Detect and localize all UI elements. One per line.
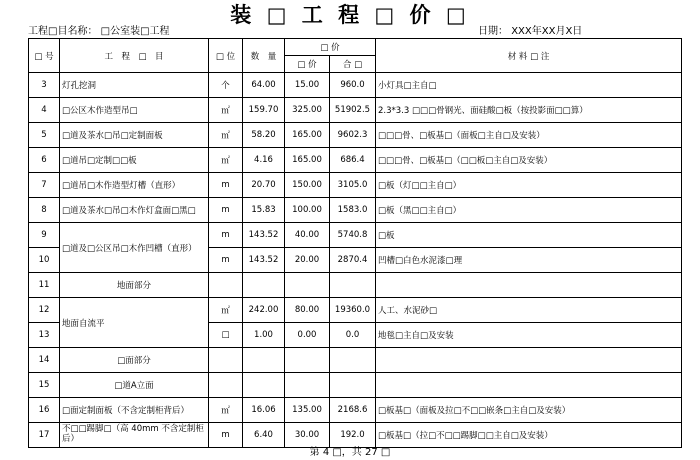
cell-seq: 17: [29, 423, 60, 448]
cell-seq: 5: [29, 123, 60, 148]
cell-unit: m: [209, 223, 243, 248]
cell-qty: [243, 273, 285, 298]
cell-price: 325.00: [285, 98, 330, 123]
cell-qty: 242.00: [243, 298, 285, 323]
cell-seq: 13: [29, 323, 60, 348]
cell-remark: 2.3*3.3 □□□骨钢光、面硅酸□板（按投影面□□算）: [376, 98, 682, 123]
header-remarks: 材 料 □ 注: [376, 39, 682, 73]
cell-price: 40.00: [285, 223, 330, 248]
cell-qty: 16.06: [243, 398, 285, 423]
cell-unit: ㎡: [209, 98, 243, 123]
project-info: [28, 25, 170, 39]
cell-total: 686.4: [330, 148, 376, 173]
cell-seq: 6: [29, 148, 60, 173]
cell-remark: [376, 273, 682, 298]
cell-qty: [243, 348, 285, 373]
cell-qty: 15.83: [243, 198, 285, 223]
cell-qty: 143.52: [243, 223, 285, 248]
project-name: □公室装□工程: [100, 26, 170, 37]
table-row: [29, 123, 682, 148]
cell-remark: 人工、水泥砂□: [376, 298, 682, 323]
cell-item: □道及茶水□吊□木作灯盒面□黑□: [60, 198, 209, 223]
table-row: [29, 173, 682, 198]
date-label: 日期：: [478, 26, 508, 37]
cell-price: 165.00: [285, 148, 330, 173]
header-unit: □ 位: [209, 39, 243, 73]
header-qty: 数 量: [243, 39, 285, 73]
cell-qty: [243, 373, 285, 398]
cell-total: [330, 348, 376, 373]
cell-item: □面部分: [60, 348, 209, 373]
cell-seq: 15: [29, 373, 60, 398]
cell-unit: ㎡: [209, 398, 243, 423]
table-row: [29, 148, 682, 173]
cell-qty: 20.70: [243, 173, 285, 198]
cell-total: 1583.0: [330, 198, 376, 223]
cell-price: 30.00: [285, 423, 330, 448]
table-row: [29, 298, 682, 323]
header-item: 工 程 □ 目: [60, 39, 209, 73]
table-row: [29, 73, 682, 98]
cell-item: □道吊□定制□□板: [60, 148, 209, 173]
cell-unit: ㎡: [209, 148, 243, 173]
cell-price: 150.00: [285, 173, 330, 198]
cell-seq: 12: [29, 298, 60, 323]
cell-item: □面定制面板（不含定制柜背后）: [60, 398, 209, 423]
cell-seq: 14: [29, 348, 60, 373]
table-row: [29, 223, 682, 248]
table-row: [29, 373, 682, 398]
cell-total: 960.0: [330, 73, 376, 98]
cell-price: 15.00: [285, 73, 330, 98]
cell-unit: □: [209, 323, 243, 348]
cell-unit: m: [209, 248, 243, 273]
cell-remark: □板: [376, 223, 682, 248]
header-unit-price: □ 价: [285, 56, 330, 73]
table-row: [29, 98, 682, 123]
cell-unit: m: [209, 423, 243, 448]
cell-remark: 小灯具□主自□: [376, 73, 682, 98]
cell-qty: 6.40: [243, 423, 285, 448]
cell-total: 5740.8: [330, 223, 376, 248]
cell-total: 9602.3: [330, 123, 376, 148]
cell-unit: ㎡: [209, 123, 243, 148]
cell-total: 51902.5: [330, 98, 376, 123]
cell-unit: m: [209, 198, 243, 223]
cell-remark: 地毯□主自□及安装: [376, 323, 682, 348]
cell-price: [285, 348, 330, 373]
cell-item: □道A立面: [60, 373, 209, 398]
table-row: [29, 198, 682, 223]
cell-total: 2168.6: [330, 398, 376, 423]
cell-remark: [376, 348, 682, 373]
cell-qty: 64.00: [243, 73, 285, 98]
date-info: [478, 25, 582, 39]
cell-seq: 9: [29, 223, 60, 248]
cell-qty: 143.52: [243, 248, 285, 273]
cell-remark: □板（灯□□主自□）: [376, 173, 682, 198]
cell-total: 2870.4: [330, 248, 376, 273]
table-row: [29, 348, 682, 373]
table-row: [29, 398, 682, 423]
cell-total: 19360.0: [330, 298, 376, 323]
cell-item: □道及茶水□吊□定制面板: [60, 123, 209, 148]
cell-remark: 凹槽□白色水泥漆□理: [376, 248, 682, 273]
cell-price: [285, 373, 330, 398]
cell-seq: 8: [29, 198, 60, 223]
cell-seq: 3: [29, 73, 60, 98]
header-price-group: □ 价: [285, 39, 376, 56]
cell-item: 不□□踢脚□（高 40mm 不含定制柜后）: [60, 423, 209, 448]
cell-seq: 16: [29, 398, 60, 423]
cell-item: □公区木作造型吊□: [60, 98, 209, 123]
cell-remark: □板基□（面板及拉□不□□嵌条□主自□及安装）: [376, 398, 682, 423]
cell-price: 0.00: [285, 323, 330, 348]
page-footer: 第 4 □，共 27 □: [309, 447, 391, 458]
cell-unit: [209, 348, 243, 373]
cell-price: 80.00: [285, 298, 330, 323]
cell-unit: [209, 273, 243, 298]
cell-seq: 10: [29, 248, 60, 273]
cell-price: [285, 273, 330, 298]
cell-unit: ㎡: [209, 298, 243, 323]
cell-price: 20.00: [285, 248, 330, 273]
cell-total: [330, 273, 376, 298]
cell-seq: 7: [29, 173, 60, 198]
cell-remark: □板基□（拉□不□□踢脚□□主自□及安装）: [376, 423, 682, 448]
date-value: XXX年XX月X日: [511, 26, 583, 37]
table-row: [29, 273, 682, 298]
cell-price: 165.00: [285, 123, 330, 148]
cell-total: [330, 373, 376, 398]
cell-unit: [209, 373, 243, 398]
cell-remark: □板（黑□□主自□）: [376, 198, 682, 223]
quote-table: [28, 38, 682, 448]
table-row: [29, 423, 682, 448]
cell-item: 灯孔挖洞: [60, 73, 209, 98]
cell-total: 192.0: [330, 423, 376, 448]
cell-qty: 1.00: [243, 323, 285, 348]
header-seq: □ 号: [29, 39, 60, 73]
cell-item: 地面自流平: [60, 298, 209, 348]
cell-qty: 58.20: [243, 123, 285, 148]
cell-remark: □□□骨、□板基□（□□板□主自□及安装）: [376, 148, 682, 173]
cell-unit: m: [209, 173, 243, 198]
cell-total: 0.0: [330, 323, 376, 348]
page-title: 装 □ 工 程 □ 价 □: [230, 3, 470, 27]
cell-seq: 4: [29, 98, 60, 123]
cell-price: 135.00: [285, 398, 330, 423]
cell-price: 100.00: [285, 198, 330, 223]
project-label: 工程□目名称：: [28, 26, 98, 37]
cell-remark: □□□骨、□板基□（面板□主自□及安装）: [376, 123, 682, 148]
cell-item: □道及□公区吊□木作凹槽（直形）: [60, 223, 209, 273]
cell-qty: 159.70: [243, 98, 285, 123]
cell-item: □道吊□木作造型灯槽（直形）: [60, 173, 209, 198]
header-total: 合 □: [330, 56, 376, 73]
cell-unit: 个: [209, 73, 243, 98]
cell-seq: 11: [29, 273, 60, 298]
cell-qty: 4.16: [243, 148, 285, 173]
cell-total: 3105.0: [330, 173, 376, 198]
cell-remark: [376, 373, 682, 398]
cell-item: 地面部分: [60, 273, 209, 298]
